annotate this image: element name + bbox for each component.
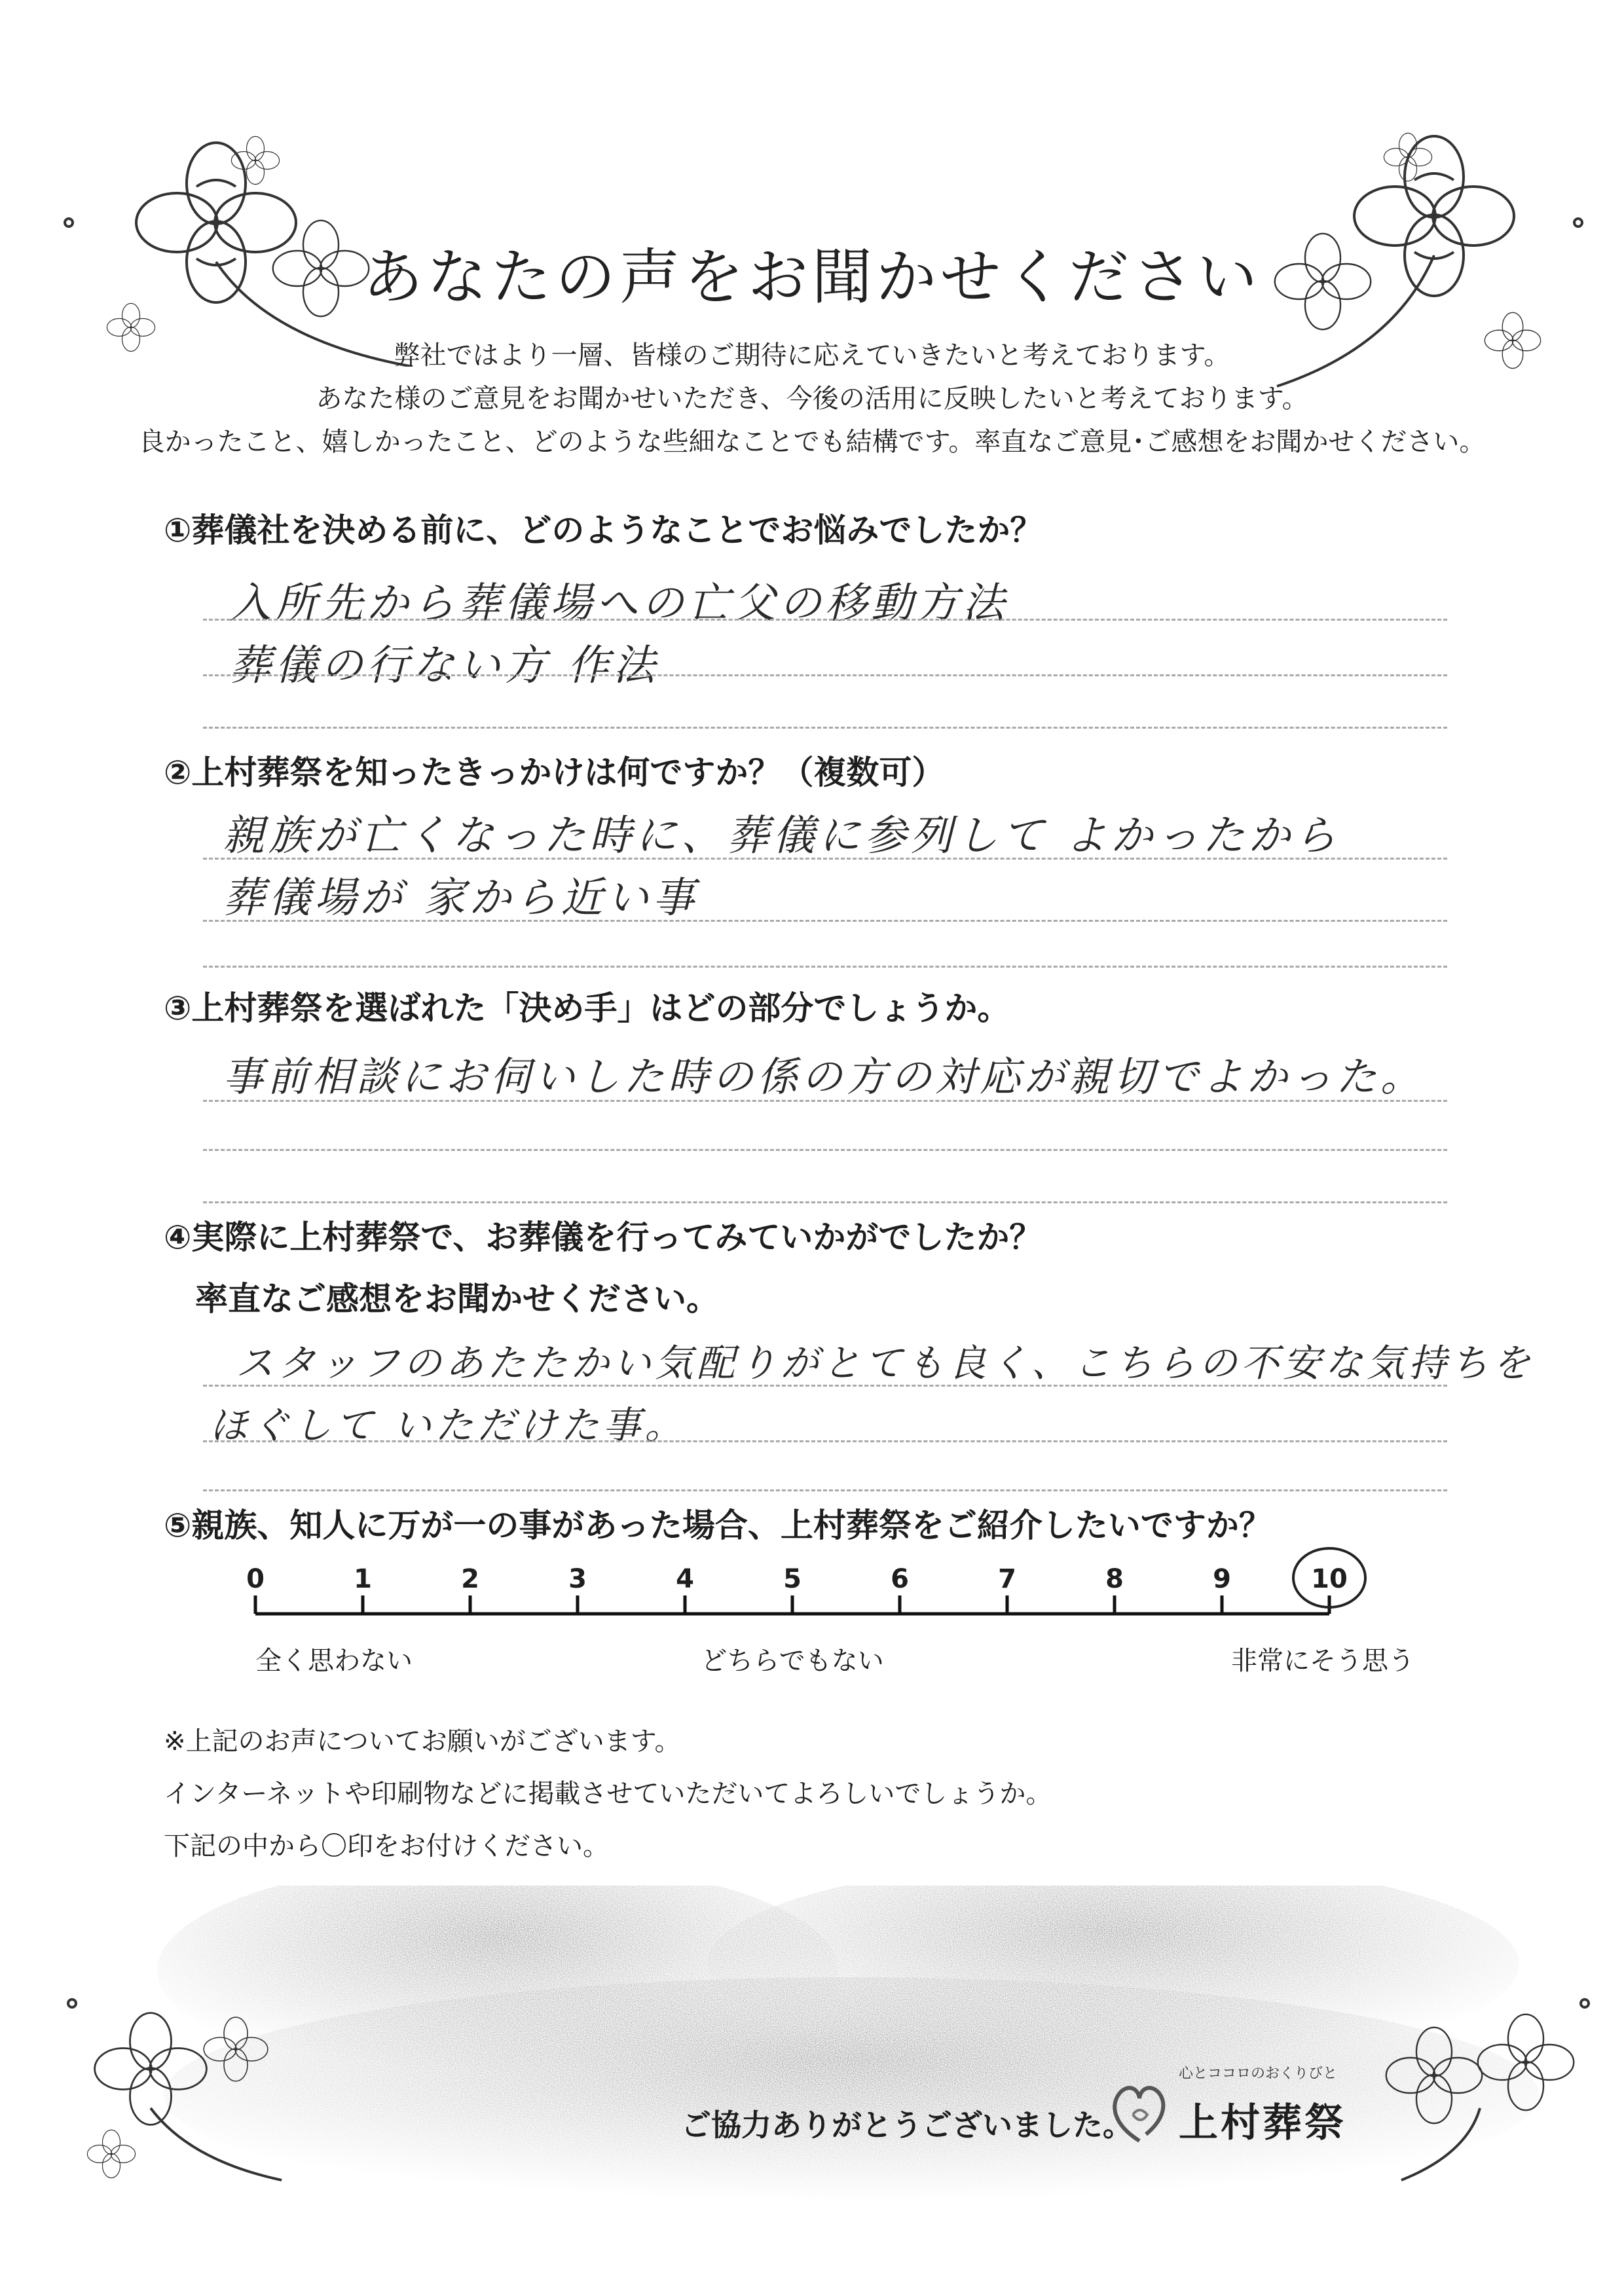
answer-1-line-1[interactable]: 入所先から葬儀場への亡父の移動方法 — [229, 579, 1008, 628]
question-3: ③上村葬祭を選ばれた「決め手」はどの部分でしょうか。 — [164, 989, 1010, 1027]
intro-line: あなた様のご意見をお聞かせいただき、今後の活用に反映したいと考えております。 — [316, 384, 1308, 414]
answer-rule — [203, 1440, 1447, 1442]
scale-high-label: 非常にそう思う — [1231, 1646, 1414, 1676]
scale-tick-label-6[interactable]: 6 — [891, 1564, 909, 1594]
question-5: ⑤親族、知人に万が一の事があった場合、上村葬祭をご紹介したいですか？ — [164, 1506, 1272, 1544]
answer-rule — [203, 1385, 1447, 1387]
answer-4-line-1[interactable]: スタッフのあたたかい気配りがとても良く、こちらの不安な気持ちを — [236, 1341, 1534, 1385]
clover-decoration-bottom-left — [39, 1977, 314, 2187]
answer-rule — [203, 1149, 1447, 1151]
answer-rule — [203, 619, 1447, 621]
thanks-message: ご協力ありがとうございました。 — [681, 2107, 1133, 2143]
scale-tick-label-0[interactable]: 0 — [246, 1564, 265, 1594]
scale-tick-label-7[interactable]: 7 — [998, 1564, 1016, 1594]
answer-rule — [203, 674, 1447, 676]
answer-rule — [203, 1201, 1447, 1203]
answer-1-line-2[interactable]: 葬儀の行ない方 作法 — [229, 642, 659, 690]
rating-scale[interactable] — [216, 1545, 1441, 1696]
intro-line: 良かったこと、嬉しかったこと、どのような些細なことでも結構です。率直なご意見･ご感想をお聞かせください。 — [138, 427, 1486, 457]
answer-rule — [203, 1100, 1447, 1102]
scale-tick-label-3[interactable]: 3 — [568, 1564, 587, 1594]
logo-tagline: 心とココロのおくりびと — [1179, 2066, 1338, 2082]
question-2: ②上村葬祭を知ったきっかけは何ですか？（複数可） — [164, 754, 945, 792]
scale-tick-label-5[interactable]: 5 — [783, 1564, 802, 1594]
scale-tick-label-2[interactable]: 2 — [461, 1564, 479, 1594]
scale-tick-label-4[interactable]: 4 — [676, 1564, 694, 1594]
answer-3-line-1[interactable]: 事前相談にお伺いした時の係の方の対応が親切でよかった。 — [223, 1053, 1426, 1101]
answer-2-line-2[interactable]: 葬儀場が 家から近い事 — [223, 874, 699, 922]
note-line: ※上記のお声についてお願いがございます。 — [164, 1726, 681, 1757]
scale-mid-label: どちらでもない — [701, 1646, 884, 1676]
answer-rule — [203, 727, 1447, 729]
question-4 — [164, 1211, 1042, 1320]
scale-tick-label-9[interactable]: 9 — [1213, 1564, 1231, 1594]
page-title: あなたの声をお聞かせください — [362, 242, 1261, 312]
clover-icon — [204, 2017, 268, 2081]
answer-2-line-1[interactable]: 親族が亡くなった時に、葬儀に参列して よかったから — [223, 812, 1340, 860]
answer-4-line-2[interactable]: ほぐして いただけた事。 — [210, 1403, 687, 1448]
clover-icon — [231, 136, 279, 184]
intro-text — [0, 334, 1624, 464]
company-logo — [1107, 2062, 1401, 2154]
answer-rule — [203, 966, 1447, 968]
question-4-sub: 率直なご感想をお聞かせください。 — [195, 1280, 719, 1318]
answer-rule — [203, 920, 1447, 922]
publication-note — [164, 1715, 1052, 1872]
question-1: ①葬儀社を決める前に、どのようなことでお悩みでしたか？ — [164, 511, 1043, 549]
answer-rule — [203, 1489, 1447, 1491]
clover-icon — [1478, 2014, 1574, 2110]
note-line: 下記の中から〇印をお付けください。 — [164, 1831, 609, 1861]
scale-low-label: 全く思わない — [255, 1646, 413, 1676]
intro-line: 弊社ではより一層、皆様のご期待に応えていきたいと考えております。 — [394, 340, 1230, 371]
clover-icon — [87, 2130, 135, 2178]
question-4-label: ④実際に上村葬祭で、お葬儀を行ってみていかがでしたか？ — [164, 1218, 1043, 1256]
note-line: インターネットや印刷物などに掲載させていただいてよろしいでしょうか。 — [164, 1779, 1052, 1809]
logo-name: 上村葬祭 — [1179, 2100, 1346, 2146]
redacted-area — [131, 1886, 1539, 2226]
clover-icon — [95, 2013, 207, 2125]
scale-tick-label-8[interactable]: 8 — [1105, 1564, 1124, 1594]
answer-rule — [203, 858, 1447, 860]
scale-tick-label-1[interactable]: 1 — [354, 1564, 372, 1594]
scale-tick-label-10[interactable]: 10 — [1311, 1564, 1348, 1594]
heart-logo-icon — [1107, 2079, 1172, 2151]
